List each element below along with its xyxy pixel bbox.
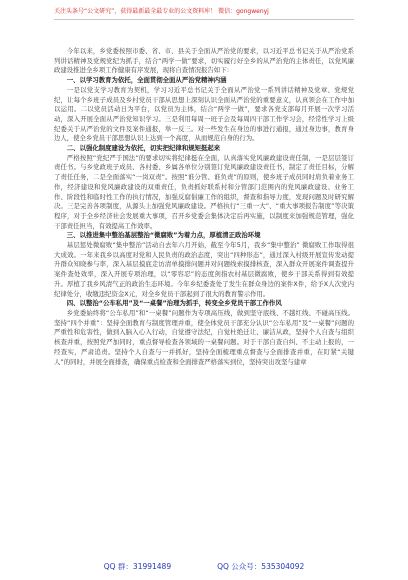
section-1-paragraph: 一是以党支学习教育为契机，学习习近平总书记关于全面从严治党一系列讲话精神及党章、党规党纪，让每个乡班子成员及乡村党员干部从思想上深刻认识全面从严治党的重要意义，认真领会在工作中加以运用。二以党员活动日为平台，以党员为主体，结合“两学一做”，要求各党支部每月开展一次学习活动，深入开展全面从严治党知识学习。三是利用每周一班子会及每周四干部工作学习会，经常性学习上级纪委关于从严治党的文件及案件通报，举一反三。对一些发生在身边的事进行通报，通过身边事，教育身边人，使全乡党员干部思想认识上达到一个高度，从而规范自身的行为。 bbox=[54, 85, 354, 143]
section-2-paragraph: 严格按照“党纪严于国法”的要求切实将纪律挺在全面，认真落实党风廉政建设责任制，一是层层签订责任书。与乡党政班子成员、各村委、乡属各单位分别签订党风廉政建设责任书，制定了责任目标，分解了责任任务，二是全面落实“一岗双责”。按照“谁分管、谁负责”的原则，使乡班子成员同时肩负着业务工作，经济建设和党风廉政建设的双重责任，负责抓好联系村和分管部门范围内的党风廉政建设、业务工作、阶段性和临时性工作的执行情况，加强反腐倡廉工作的组织，督查和指导力度，发现问题及时研究解决。三是完善各项制度，从源头上加强党风廉政建设。严格执行“三重一大”、“重大事项报告制度”等决策程序，对于全乡经济社会发展重大事项，召开乡党委会集体决定后再实施，以制度来加强规范管理，强化干部责任担当，有效提高工作效率。 bbox=[54, 153, 354, 230]
section-4-paragraph: 乡党委始终将“公车私用”和“一桌餐”问题作为专项高压线，做到坚守底线、不越红线、不碰高压线。坚持“四个并重”：坚持全面教育与制度管理并重，使全体党员干部充分认识“公车私用”及“一桌餐”问题的严重性和危害性，做到入脑入心入行动，自觉遵守法纪，自觉杜绝迁让、廉洁从政，坚持个人自查与组织核查并重，按照党严加同时，重点督导检查各领域的一桌餐问题。对于干部自查自纠、不主动上报的，一经查实，严肃追责。坚持个人自查与一并抓好，坚持全面梳理重点督查与全面排查并重，在盯紧“关键人”的同时，并展全面排查，确保重点检查和全面排查严格落实到位，坚持突出攻坚与建章 bbox=[54, 308, 354, 366]
qq-group: QQ 群：31991489 bbox=[103, 562, 172, 571]
header-rule bbox=[54, 19, 354, 20]
section-heading-4: 四、以整治“公车私用”及“一桌餐”治理为抓手，转变全乡党员干部工作作风 bbox=[66, 299, 282, 308]
contact-footer bbox=[0, 562, 408, 572]
intro-paragraph: 今年以来，乡党委按照市委、省、市、县关于全面从严治党的要求，以习近平总书记关于从严治党系列讲话精神及党规党纪为抓手，结合“两学一做”要求，切实履行好全乡的从严治党的主体责任，以党风廉政建设推进全乡项工作健康有序发展，现将自查情况报告如下： bbox=[54, 47, 354, 75]
promo-banner: 关注头条号“公文研究”，获得最新最全最专业的公文资料库！ 微信：gongwenyj bbox=[54, 8, 269, 15]
document-body bbox=[54, 47, 354, 367]
section-heading-1: 一、以学习教育为依托，全面贯彻全面从严治党精神内涵 bbox=[66, 76, 227, 85]
section-heading-3: 三、以推进集中整治基层整治“微腐败”为着力点，厚植清正政治环境 bbox=[66, 231, 261, 240]
section-heading-2: 二、以强化制度建设为依托，切实把纪律和规矩挺起来 bbox=[66, 144, 221, 153]
section-3-paragraph: 基层惩处微腐败“集中整治”活动自去年六月开始，截至今年5月，我乡“集中整治” 微腐败工作取得很大成效。一年来我乡以高度对党和人民负责的政治态度，突出“四种形态”，通过深入村级开展宣传发动提升群众知晓参与率，深入基层摸底走访清单摸排问题并对问题线索摸排核查，深入群众开展案件调查提升案件查处效率，深入开展专项治理，以“零容忍”的态度剑指农村基层微腐败，使乡干部关系得到有效提升。厚植了我乡风清气正的政治生态环境。今年乡纪委查处了发生在群众身边的案件X件，给予X人次党内纪律处分，收缴违纪资金X元，对全乡党员干部起到了很大的教育警示作用。 bbox=[54, 241, 354, 298]
qq-account: QQ 公众号：535304092 bbox=[217, 562, 305, 571]
